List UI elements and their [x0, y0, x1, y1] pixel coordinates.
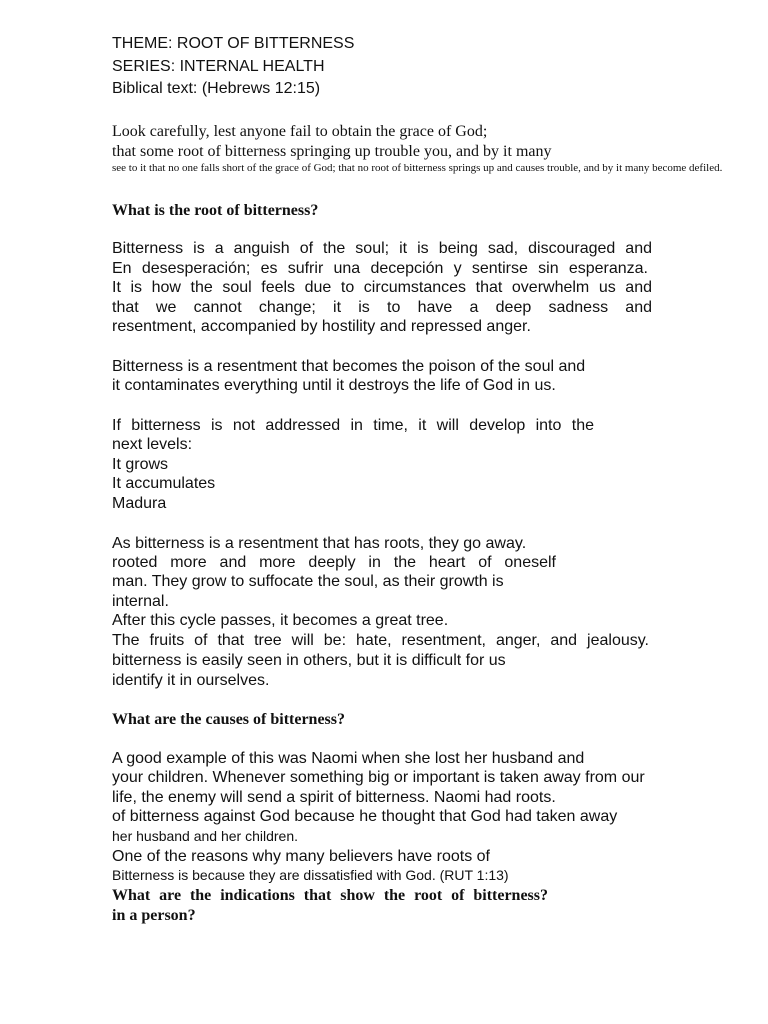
- paragraph-line: bitterness is easily seen in others, but it is difficult for us: [112, 652, 506, 669]
- list-item: Madura: [112, 495, 167, 512]
- paragraph-line: A good example of this was Naomi when she lost her husband and: [112, 750, 585, 767]
- theme-line: THEME: ROOT OF BITTERNESS: [112, 35, 355, 52]
- paragraph-line: identify it in ourselves.: [112, 672, 270, 689]
- series-line: SERIES: INTERNAL HEALTH: [112, 58, 325, 75]
- paragraph-line: Bitterness is a resentment that becomes the poison of the soul and: [112, 358, 586, 375]
- paragraph-line: Bitterness is a anguish of the soul; it is being sad, discouraged and: [112, 240, 652, 257]
- paragraph-line: man. They grow to suffocate the soul, as their growth is: [112, 573, 504, 590]
- paragraph-line: internal.: [112, 593, 169, 610]
- verse-line-3: see to it that no one falls short of the grace of God; that no root of bitterness springs up and causes trouble, and by it many become defiled.: [112, 162, 723, 174]
- paragraph-line: next levels:: [112, 436, 193, 453]
- paragraph-line: of bitterness against God because he thought that God had taken away: [112, 808, 618, 825]
- paragraph-line: rooted more and more deeply in the heart of oneself: [112, 554, 556, 571]
- section-heading-indications-cont: in a person?: [112, 907, 196, 924]
- paragraph-line: After this cycle passes, it becomes a great tree.: [112, 612, 449, 629]
- paragraph-line: One of the reasons why many believers have roots of: [112, 848, 490, 865]
- paragraph-line: It is how the soul feels due to circumstances that overwhelm us and: [112, 279, 652, 296]
- verse-line-1: Look carefully, lest anyone fail to obtain the grace of God;: [112, 123, 488, 140]
- list-item: It accumulates: [112, 475, 216, 492]
- section-heading-indications: What are the indications that show the root of bitterness?: [112, 887, 548, 904]
- paragraph-line: As bitterness is a resentment that has roots, they go away.: [112, 535, 527, 552]
- paragraph-line: her husband and her children.: [112, 828, 299, 844]
- paragraph-line: Bitterness is because they are dissatisfied with God. (RUT 1:13): [112, 867, 509, 883]
- list-item: It grows: [112, 456, 169, 473]
- paragraph-line: resentment, accompanied by hostility and repressed anger.: [112, 318, 531, 335]
- paragraph-line: En desesperación; es sufrir una decepción y sentirse sin esperanza.: [112, 260, 648, 277]
- paragraph-line: If bitterness is not addressed in time, it will develop into the: [112, 417, 594, 434]
- verse-line-2: that some root of bitterness springing up trouble you, and by it many: [112, 143, 552, 160]
- paragraph-line: it contaminates everything until it destroys the life of God in us.: [112, 377, 556, 394]
- section-heading-root: What is the root of bitterness?: [112, 202, 319, 219]
- biblical-text-line: Biblical text: (Hebrews 12:15): [112, 80, 321, 97]
- paragraph-line: that we cannot change; it is to have a deep sadness and: [112, 299, 652, 316]
- paragraph-line: The fruits of that tree will be: hate, resentment, anger, and jealousy.: [112, 632, 649, 649]
- paragraph-line: your children. Whenever something big or important is taken away from our: [112, 769, 645, 786]
- section-heading-causes: What are the causes of bitterness?: [112, 711, 346, 728]
- paragraph-line: life, the enemy will send a spirit of bitterness. Naomi had roots.: [112, 789, 556, 806]
